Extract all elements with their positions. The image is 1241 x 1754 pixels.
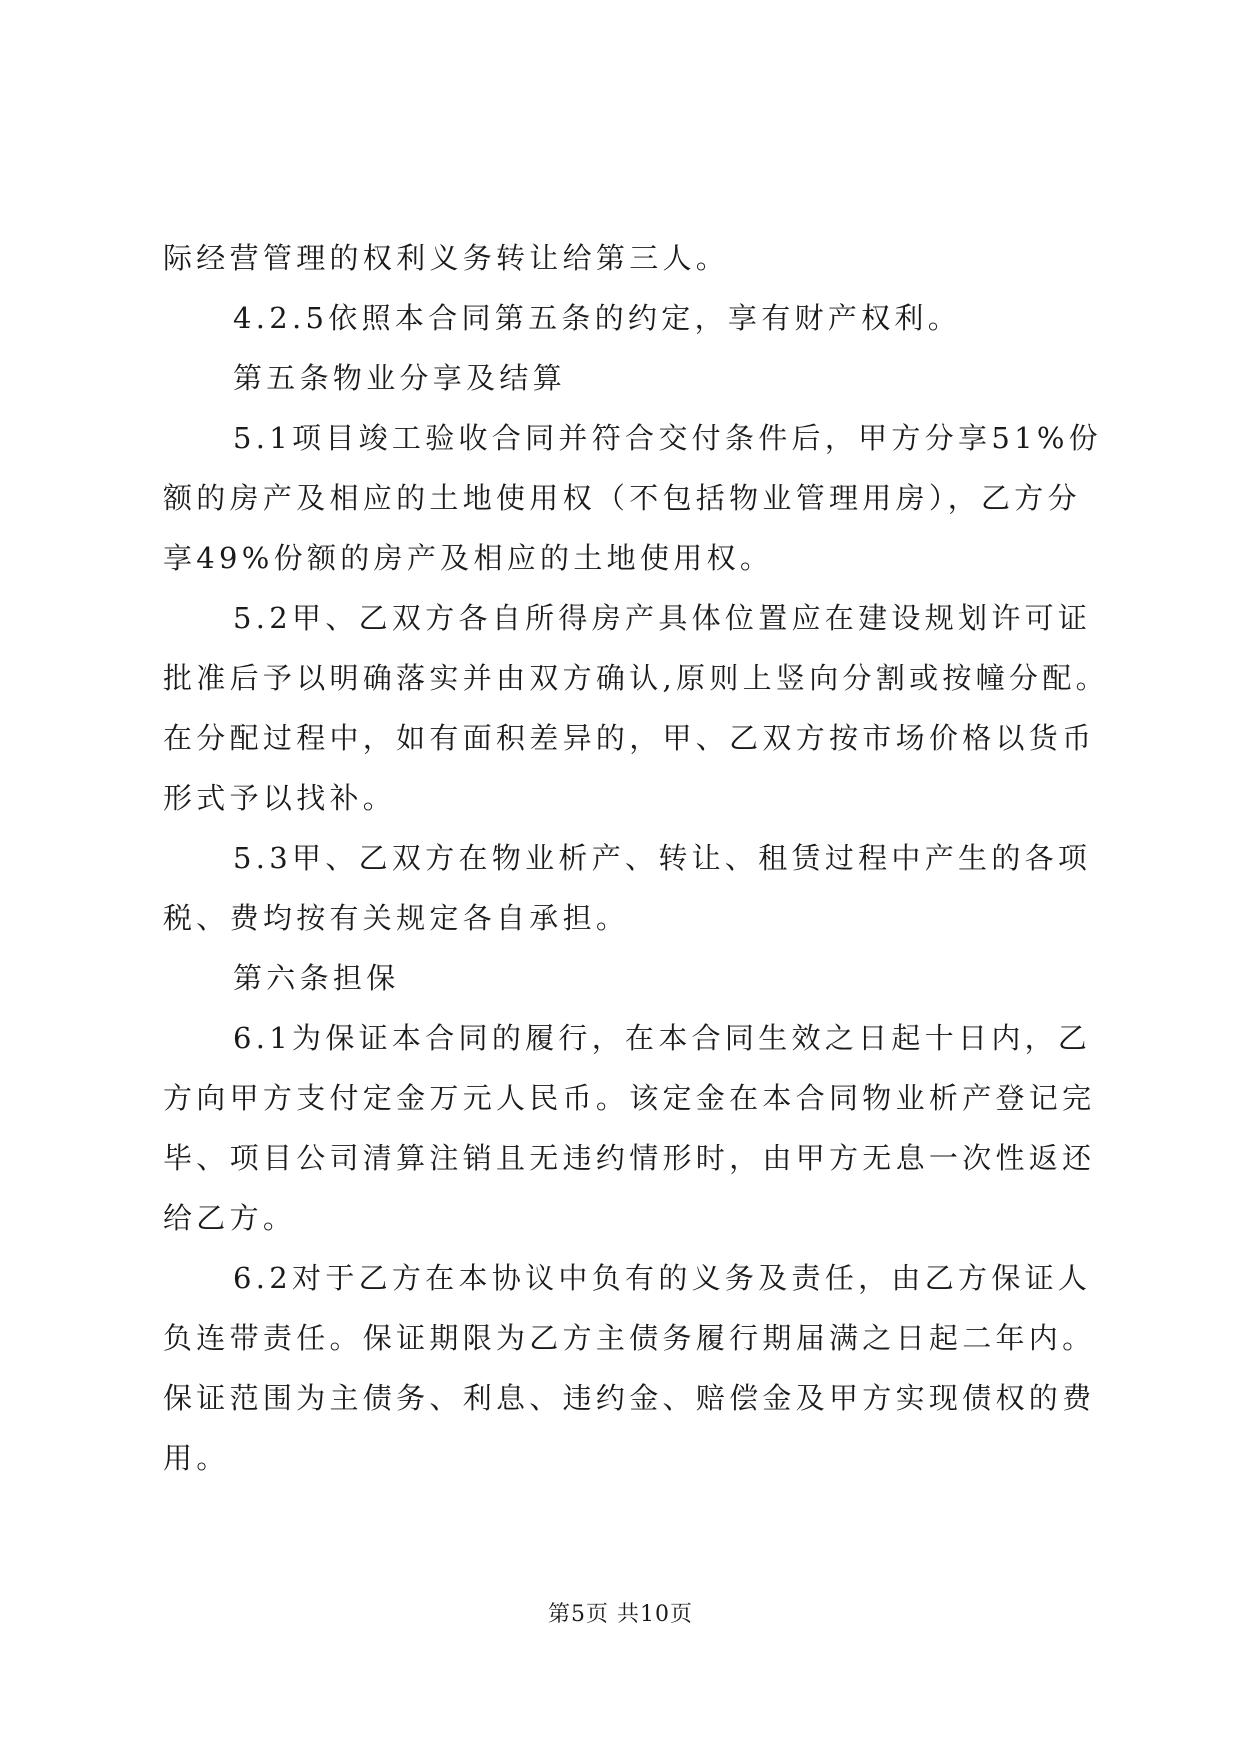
text-line: 税、费均按有关规定各自承担。 xyxy=(163,901,630,935)
text-line: 给乙方。 xyxy=(163,1201,297,1235)
text-line: 负连带责任。保证期限为乙方主债务履行期届满之日起二年内。 xyxy=(163,1321,1096,1355)
document-body xyxy=(163,228,1109,1488)
text-line: 5.1项目竣工验收合同并符合交付条件后，甲方分享51%份 xyxy=(233,421,1102,455)
text-line: 额的房产及相应的土地使用权（不包括物业管理用房），乙方分 xyxy=(163,481,1081,515)
page-number-label: 第5页 共10页 xyxy=(548,1602,693,1627)
text-line: 毕、项目公司清算注销且无违约情形时，由甲方无息一次性返还 xyxy=(163,1141,1096,1175)
text-line: 保证范围为主债务、利息、违约金、赔偿金及甲方实现债权的费 xyxy=(163,1381,1096,1415)
text-line: 在分配过程中，如有面积差异的，甲、乙双方按市场价格以货币 xyxy=(163,721,1096,755)
text-line: 批准后予以明确落实并由双方确认,原则上竖向分割或按幢分配。 xyxy=(163,661,1109,695)
text-line: 6.1为保证本合同的履行，在本合同生效之日起十日内，乙 xyxy=(233,1021,1092,1055)
text-line: 际经营管理的权利义务转让给第三人。 xyxy=(163,241,730,275)
text-line: 5.2甲、乙双方各自所得房产具体位置应在建设规划许可证 xyxy=(233,601,1092,635)
section-heading: 第五条物业分享及结算 xyxy=(233,361,567,395)
section-heading: 第六条担保 xyxy=(233,961,400,995)
text-line: 享49%份额的房产及相应的土地使用权。 xyxy=(163,541,774,575)
text-line: 5.3甲、乙双方在物业析产、转让、租赁过程中产生的各项 xyxy=(233,841,1092,875)
text-line: 用。 xyxy=(163,1441,230,1475)
text-line: 方向甲方支付定金万元人民币。该定金在本合同物业析产登记完 xyxy=(163,1081,1096,1115)
page-footer xyxy=(0,1600,1241,1630)
text-line: 6.2对于乙方在本协议中负有的义务及责任，由乙方保证人 xyxy=(233,1261,1092,1295)
text-line: 4.2.5依照本合同第五条的约定，享有财产权利。 xyxy=(233,301,961,335)
text-line: 形式予以找补。 xyxy=(163,781,397,815)
